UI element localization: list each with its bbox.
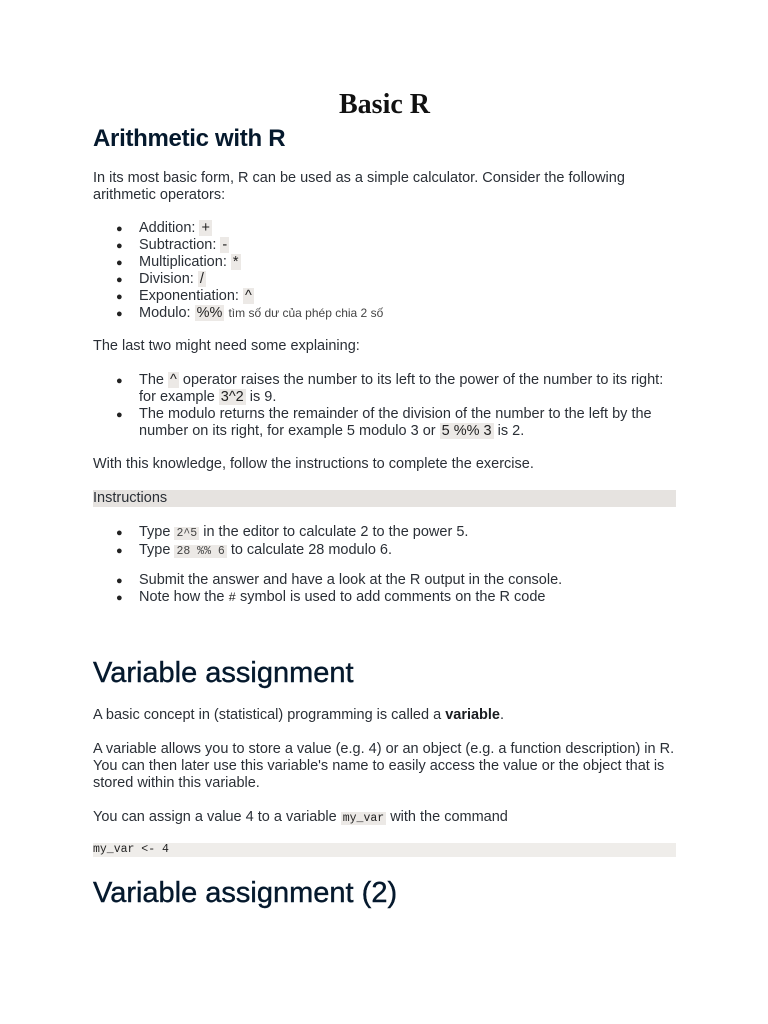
- operator-symbol: /: [199, 271, 204, 287]
- instructions-list: [93, 524, 676, 560]
- list-item-addition: ● Addition: +: [116, 220, 210, 236]
- instructions-list-2: [93, 572, 676, 607]
- modulo-example: 5 %% 3: [441, 423, 492, 439]
- variable-heading: Variable assignment: [93, 657, 354, 689]
- bullet-icon: ●: [116, 592, 123, 604]
- list-item-modulo: ● Modulo: %% tìm số dư của phép chia 2 số: [116, 305, 384, 321]
- list-item-multiplication: ● Multiplication: *: [116, 254, 239, 270]
- caret-symbol: ^: [170, 372, 177, 388]
- variable-assign: You can assign a value 4 to a variable my_var with the command: [93, 809, 508, 825]
- code-hash: #: [228, 591, 236, 605]
- explain-intro: The last two might need some explaining:: [93, 338, 360, 354]
- bullet-icon: ●: [116, 409, 123, 421]
- operator-symbol: ^: [245, 288, 252, 304]
- operator-symbol: +: [201, 220, 210, 236]
- list-item-submit: ● Submit the answer and have a look at the R output in the console.: [116, 572, 563, 588]
- bullet-icon: ●: [116, 257, 123, 269]
- bullet-icon: ●: [116, 274, 123, 286]
- code-my-var: my_var: [342, 812, 385, 825]
- modulo-note: tìm số dư của phép chia 2 số: [228, 306, 384, 320]
- variable-description: A variable allows you to store a value (e.g. 4) or an object (e.g. a function description) in R. You can then later use this variable's name to easily access the value or the object that is stored within this variable.: [93, 741, 675, 791]
- list-item-modulo-explain: ● The modulo returns the remainder of the division of the number to the left by the number on its right, for example 5 modulo 3 or 5 %% 3 is 2.: [116, 406, 652, 439]
- variable-concept: A basic concept in (statistical) programming is called a variable.: [93, 707, 505, 723]
- list-item-subtraction: ● Subtraction: -: [116, 237, 228, 253]
- bullet-icon: ●: [116, 291, 123, 303]
- bullet-icon: ●: [116, 308, 123, 320]
- list-item-note-comment: ● Note how the # symbol is used to add comments on the R code: [116, 589, 546, 605]
- bullet-icon: ●: [116, 575, 123, 587]
- caret-example: 3^2: [220, 389, 244, 405]
- bullet-icon: ●: [116, 527, 123, 539]
- follow-text: With this knowledge, follow the instructions to complete the exercise.: [93, 456, 534, 472]
- code-block-bar: [93, 843, 676, 857]
- bullet-icon: ●: [116, 545, 123, 557]
- list-item-caret: ● The ^ operator raises the number to its left to the power of the number to its right: for example 3^2 is 9.: [116, 372, 664, 405]
- list-item-type-power: ● Type 2^5 in the editor to calculate 2 to the power 5.: [116, 524, 469, 540]
- arithmetic-intro: In its most basic form, R can be used as a simple calculator. Consider the following arithmetic operators:: [93, 170, 625, 203]
- code-modulo: 28 %% 6: [176, 545, 225, 558]
- code-power: 2^5: [176, 527, 198, 540]
- list-item-division: ● Division: /: [116, 271, 204, 287]
- variable2-heading: Variable assignment (2): [93, 877, 398, 909]
- arithmetic-heading: Arithmetic with R: [93, 125, 286, 152]
- instructions-bar: [93, 490, 676, 507]
- explain-list: [93, 372, 676, 440]
- list-item-type-modulo: ● Type 28 %% 6 to calculate 28 modulo 6.: [116, 542, 393, 558]
- instructions-label: Instructions: [93, 490, 168, 506]
- operator-symbol: -: [222, 237, 228, 253]
- operator-list: [93, 220, 676, 322]
- operator-symbol: %%: [196, 305, 223, 321]
- bullet-icon: ●: [116, 375, 123, 387]
- bullet-icon: ●: [116, 223, 123, 235]
- variable-term: variable: [445, 707, 501, 723]
- operator-symbol: *: [232, 254, 239, 270]
- list-item-exponentiation: ● Exponentiation: ^: [116, 288, 252, 304]
- code-block: my_var <- 4: [93, 843, 169, 856]
- bullet-icon: ●: [116, 240, 123, 252]
- document-title: Basic R: [339, 89, 430, 120]
